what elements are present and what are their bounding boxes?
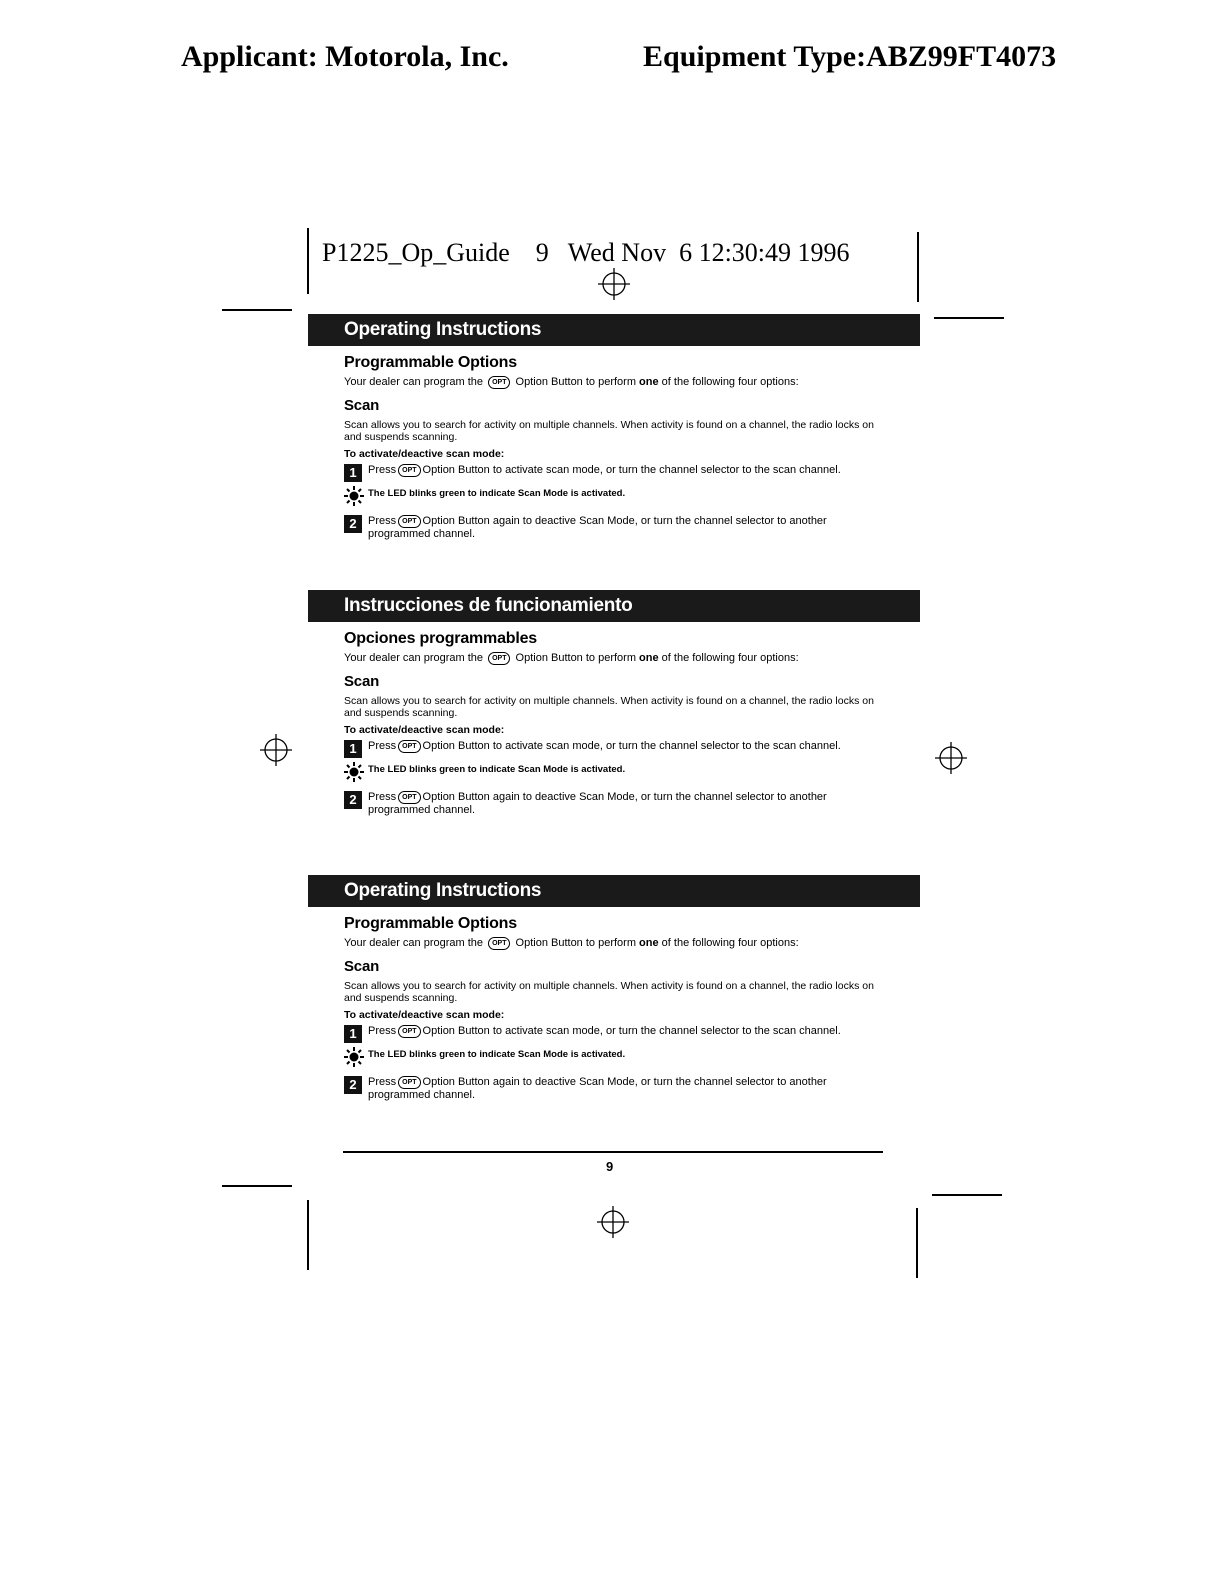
opt-button-icon: OPT (488, 937, 510, 950)
crop-mark (916, 1208, 918, 1278)
led-note: The LED blinks green to indicate Scan Mode is activated. (344, 763, 880, 781)
led-note: The LED blinks green to indicate Scan Mode is activated. (344, 487, 880, 505)
step-2: 2 Press OPT Option Button again to deactive Scan Mode, or turn the channel selector to another programmed channel. (344, 791, 880, 817)
opt-button-icon: OPT (398, 515, 420, 528)
step-number-badge: 1 (344, 740, 362, 758)
step-number-badge: 2 (344, 1076, 362, 1094)
step-1: 1 Press OPT Option Button to activate scan mode, or turn the channel selector to the scan channel. (344, 1025, 880, 1043)
section-heading: Programmable Options (344, 915, 517, 932)
crop-mark (934, 317, 1004, 319)
procedure-heading: To activate/deactive scan mode: (344, 448, 505, 460)
section-instrucciones (308, 590, 920, 817)
section-title-bar: Operating Instructions (308, 314, 920, 346)
intro-text: Your dealer can program the OPT Option Button to perform one of the following four options: (344, 376, 799, 388)
opt-button-icon: OPT (488, 376, 510, 389)
led-blink-icon (344, 1047, 364, 1067)
intro-text: Your dealer can program the OPT Option Button to perform one of the following four options: (344, 937, 799, 949)
subheading-scan: Scan (344, 958, 380, 975)
procedure-heading: To activate/deactive scan mode: (344, 724, 505, 736)
crop-mark (222, 1185, 292, 1187)
crop-mark (307, 1200, 309, 1270)
step-number-badge: 2 (344, 515, 362, 533)
procedure-heading: To activate/deactive scan mode: (344, 1009, 505, 1021)
crop-mark (307, 228, 309, 294)
opt-button-icon: OPT (488, 652, 510, 665)
opt-button-icon: OPT (398, 464, 420, 477)
step-1: 1 Press OPT Option Button to activate scan mode, or turn the channel selector to the scan channel. (344, 740, 880, 758)
step-2: 2 Press OPT Option Button again to deactive Scan Mode, or turn the channel selector to another programmed channel. (344, 515, 880, 541)
section-title-bar: Operating Instructions (308, 875, 920, 907)
opt-button-icon: OPT (398, 791, 420, 804)
crop-mark (917, 232, 919, 302)
print-slug: P1225_Op_Guide 9 Wed Nov 6 12:30:49 1996 (322, 238, 850, 267)
footer-rule (343, 1151, 883, 1153)
registration-mark-icon (933, 740, 969, 776)
scan-description: Scan allows you to search for activity on multiple channels. When activity is found on a channel, the radio locks on and suspends scanning. (344, 980, 874, 1004)
step-1: 1 Press OPT Option Button to activate scan mode, or turn the channel selector to the scan channel. (344, 464, 880, 482)
crop-mark (932, 1194, 1002, 1196)
step-number-badge: 1 (344, 1025, 362, 1043)
registration-mark-icon (596, 266, 632, 302)
section-title-bar: Instrucciones de funcionamiento (308, 590, 920, 622)
step-number-badge: 2 (344, 791, 362, 809)
crop-mark (222, 309, 292, 311)
led-note: The LED blinks green to indicate Scan Mode is activated. (344, 1048, 880, 1066)
applicant-header: Applicant: Motorola, Inc. (181, 40, 509, 73)
opt-button-icon: OPT (398, 740, 420, 753)
section-operating-instructions-repeat (308, 875, 920, 1102)
page-number: 9 (606, 1159, 614, 1174)
scan-description: Scan allows you to search for activity on multiple channels. When activity is found on a channel, the radio locks on and suspends scanning. (344, 419, 874, 443)
section-operating-instructions (308, 314, 920, 541)
led-blink-icon (344, 762, 364, 782)
intro-text: Your dealer can program the OPT Option Button to perform one of the following four options: (344, 652, 799, 664)
step-2: 2 Press OPT Option Button again to deactive Scan Mode, or turn the channel selector to another programmed channel. (344, 1076, 880, 1102)
scan-description: Scan allows you to search for activity on multiple channels. When activity is found on a channel, the radio locks on and suspends scanning. (344, 695, 874, 719)
registration-mark-icon (595, 1204, 631, 1240)
section-heading: Opciones programmables (344, 630, 537, 647)
registration-mark-icon (258, 732, 294, 768)
section-heading: Programmable Options (344, 354, 517, 371)
step-number-badge: 1 (344, 464, 362, 482)
led-blink-icon (344, 486, 364, 506)
opt-button-icon: OPT (398, 1076, 420, 1089)
subheading-scan: Scan (344, 397, 380, 414)
opt-button-icon: OPT (398, 1025, 420, 1038)
subheading-scan: Scan (344, 673, 380, 690)
equipment-type-header: Equipment Type:ABZ99FT4073 (643, 40, 1057, 73)
